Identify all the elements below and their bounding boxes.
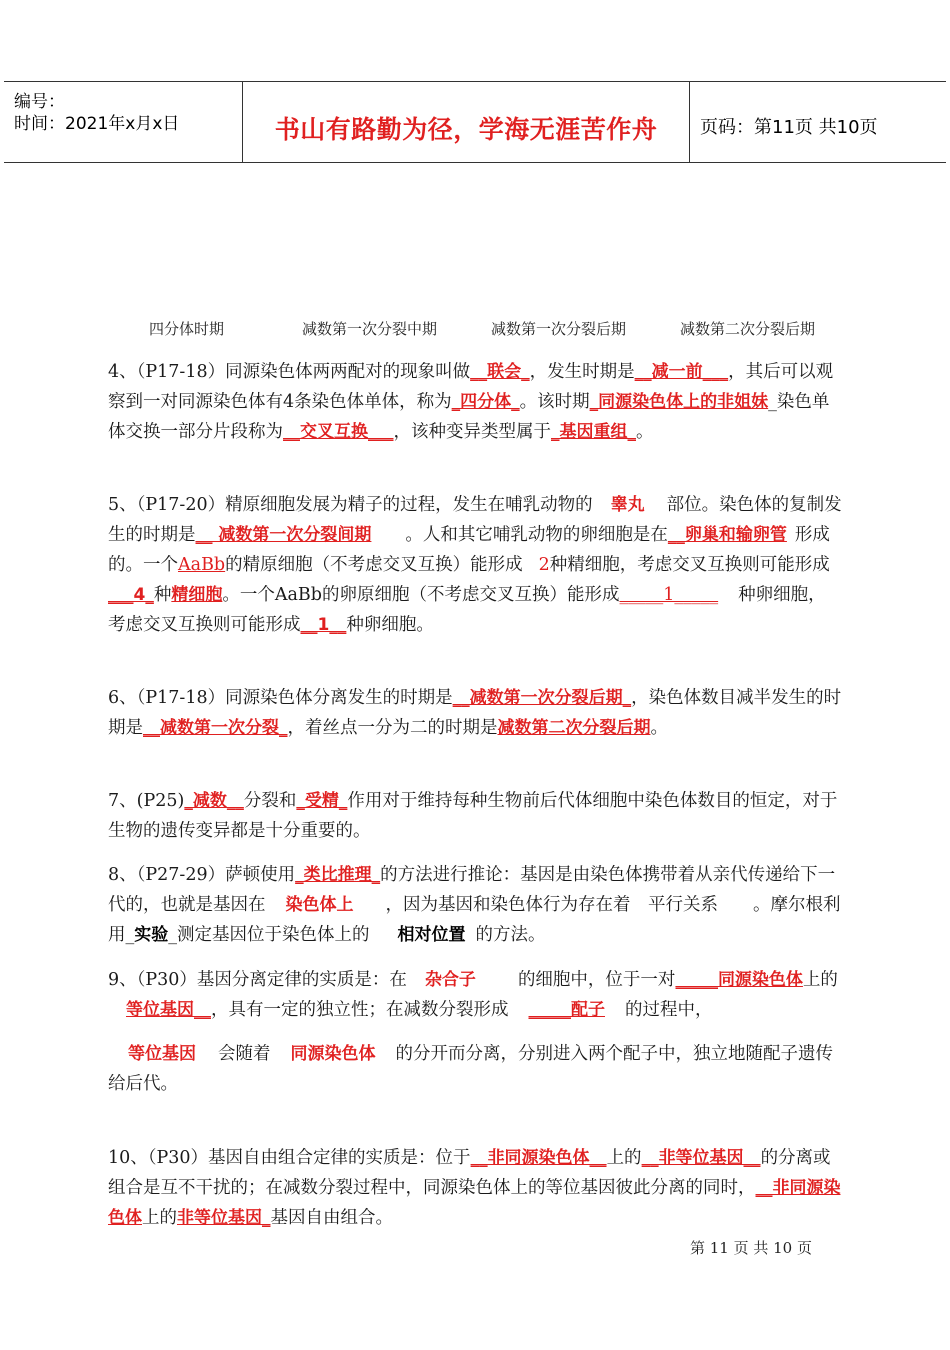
caption-meiosis1-anaphase: 减数第一次分裂后期 <box>491 320 627 338</box>
q5-answer-4: AaBb <box>178 555 226 575</box>
q9-text-7: 的分开而分离，分别进入两个配子中，独立地随配子遗传给后代。 <box>108 1044 833 1094</box>
q7-answer-1: _减数__ <box>184 791 244 811</box>
q10-answer-4: 非等位基因_ <box>177 1208 271 1228</box>
q6-answer-3: 减数第二次分裂后期 <box>497 718 651 738</box>
q5-text-8: 。一个AaBb的卵原细胞（不考虑交叉互换）能形成 <box>222 585 620 605</box>
q5-text-5: 的精原细胞（不考虑交叉互换）能形成 <box>225 555 523 575</box>
q7-text-2: 分裂和 <box>243 791 297 811</box>
q5-text-2: 部位。染色体的复制发生的时期是 <box>108 495 842 545</box>
q10-text-3: 的分离或组合是互不干扰的；在减数分裂过程中，同源染色体上的等位基因彼此分离的同时， <box>108 1148 831 1198</box>
header-motto-cell <box>243 82 690 162</box>
q4-answer-3: _四分体_ <box>451 392 520 412</box>
question-8 <box>108 860 843 950</box>
q9-answer-5: 等位基因 <box>128 1044 196 1064</box>
q4-text-4: 。该时期 <box>519 392 590 412</box>
q9-text-6: 会随着 <box>218 1044 271 1064</box>
q5-answer-2: __ 减数第一次分裂间期 <box>195 525 372 545</box>
header-page-cell <box>690 82 946 162</box>
q7-answer-2: _受精_ <box>296 791 348 811</box>
q9-text-2: 的细胞中，位于一对 <box>517 970 676 990</box>
header-meta-cell <box>4 82 243 162</box>
q5-text-4: 形成的。一个 <box>108 525 830 575</box>
q7-text-1: 7、(P25) <box>108 791 185 811</box>
q10-text-4: 上的 <box>142 1208 177 1228</box>
q6-text-2: ，染色体数目减半发生的时期是 <box>108 688 842 738</box>
q4-text-2: ，发生时期是 <box>529 362 635 382</box>
q9-text-4: ，具有一定的独立性；在减数分裂形成 <box>211 1000 509 1020</box>
q8-text-4: _测定基因位于染色体上的 <box>168 925 370 945</box>
page-label: 页码：第11页 共10页 <box>700 117 878 138</box>
q4-text-1: 4、（P17-18）同源染色体两两配对的现象叫做 <box>108 362 471 382</box>
q9-text-3: 上的 <box>802 970 838 990</box>
q10-text-5: 基因自由组合。 <box>270 1208 393 1228</box>
q5-answer-7: 精细胞 <box>171 585 223 605</box>
question-4 <box>108 357 843 447</box>
q6-answer-1: __减数第一次分裂后期_ <box>452 688 632 708</box>
q4-text-6: ，该种变异类型属于 <box>393 422 551 442</box>
q5-text-3: 。人和其它哺乳动物的卵细胞是在 <box>405 525 668 545</box>
q10-answer-3: __非同源染色体 <box>108 1178 841 1228</box>
q5-text-7: 种 <box>153 585 172 605</box>
q5-answer-8: _____1_____ <box>619 585 719 605</box>
question-7 <box>108 786 843 846</box>
q10-text-2: 上的 <box>606 1148 642 1168</box>
q9-answer-2: _____同源染色体 <box>675 970 803 990</box>
q8-answer-1: _类比推理_ <box>295 865 381 885</box>
question-5 <box>108 490 843 640</box>
q4-answer-4: _同源染色体上的非姐妹 <box>589 392 769 412</box>
q4-text-7: 。 <box>636 422 654 442</box>
q4-answer-1: __联会_ <box>470 362 530 382</box>
q10-text-1: 10、（P30）基因自由组合定律的实质是：位于 <box>108 1148 471 1168</box>
page-footer: 第 11 页 共 10 页 <box>689 1239 812 1257</box>
q8-answer-4: 相对位置 <box>397 925 466 945</box>
motto: 书山有路勤为径，学海无涯苦作舟 <box>274 115 658 144</box>
number-label: 编号： <box>14 92 65 112</box>
q8-text-1: 8、（P27-29）萨顿使用 <box>108 865 296 885</box>
q4-answer-2: __减一前___ <box>634 362 729 382</box>
caption-tetrad: 四分体时期 <box>149 320 225 338</box>
q10-answer-1: __非同源染色体__ <box>470 1148 607 1168</box>
q8-answer-3: 实验 <box>134 925 169 945</box>
q4-text-3: ，其后可以观察到一对同源染色体有4条染色体单体，称为 <box>108 362 834 412</box>
q5-answer-9: __1__ <box>300 615 347 635</box>
q5-answer-1: 睾丸 <box>610 495 645 515</box>
q9-answer-4: _____配子 <box>528 1000 605 1020</box>
caption-meiosis2-anaphase: 减数第二次分裂后期 <box>680 320 816 338</box>
q9-answer-3: 等位基因__ <box>126 1000 211 1020</box>
q6-text-4: 。 <box>650 718 668 738</box>
q9-answer-1: 杂合子 <box>424 970 476 990</box>
caption-meiosis1-metaphase: 减数第一次分裂中期 <box>302 320 438 338</box>
q8-text-5: 的方法。 <box>475 925 546 945</box>
question-9 <box>108 965 843 1099</box>
q8-answer-2: 染色体上 <box>285 895 354 915</box>
q6-text-3: ，着丝点一分为二的时期是 <box>287 718 498 738</box>
time-label: 时间：2021年x月x日 <box>14 114 180 134</box>
q8-text-3: ，因为基因和染色体行为存在着 平行关系 。摩尔根利用_ <box>108 895 841 945</box>
q6-text-1: 6、（P17-18）同源染色体分离发生的时期是 <box>108 688 453 708</box>
q9-answer-6: 同源染色体 <box>290 1044 376 1064</box>
q4-answer-6: _基因重组_ <box>551 422 636 442</box>
q5-text-10: 种卵细胞。 <box>346 615 434 635</box>
q9-text-1: 9、（P30）基因分离定律的实质是：在 <box>108 970 407 990</box>
q5-answer-5: 2 <box>538 555 550 575</box>
q5-text-1: 5、（P17-20）精原细胞发展为精子的过程，发生在哺乳动物的 <box>108 495 593 515</box>
q4-answer-5: __交叉互换___ <box>283 422 394 442</box>
q5-text-9: 种卵细胞，考虑交叉互换则可能形成 <box>108 585 826 635</box>
q4-text-5: _染色单体交换一部分片段称为 <box>108 392 830 442</box>
q5-answer-6: ___4_ <box>108 585 154 605</box>
q5-text-6: 种精细胞，考虑交叉互换则可能形成 <box>549 555 830 575</box>
document-header <box>4 81 946 163</box>
question-6 <box>108 683 843 743</box>
q8-text-2: 的方法进行推论：基因是由染色体携带着从亲代传递给下一代的，也就是基因在 <box>108 865 836 915</box>
q6-answer-2: __减数第一次分裂_ <box>143 718 288 738</box>
q7-text-3: 作用对于维持每种生物前后代体细胞中染色体数目的恒定，对于生物的遗传变异都是十分重要的。 <box>108 791 838 841</box>
q5-answer-3: __卵巢和输卵管 <box>667 525 787 545</box>
q9-text-5: 的过程中， <box>625 1000 713 1020</box>
q10-answer-2: __非等位基因__ <box>641 1148 761 1168</box>
question-10 <box>108 1143 843 1233</box>
